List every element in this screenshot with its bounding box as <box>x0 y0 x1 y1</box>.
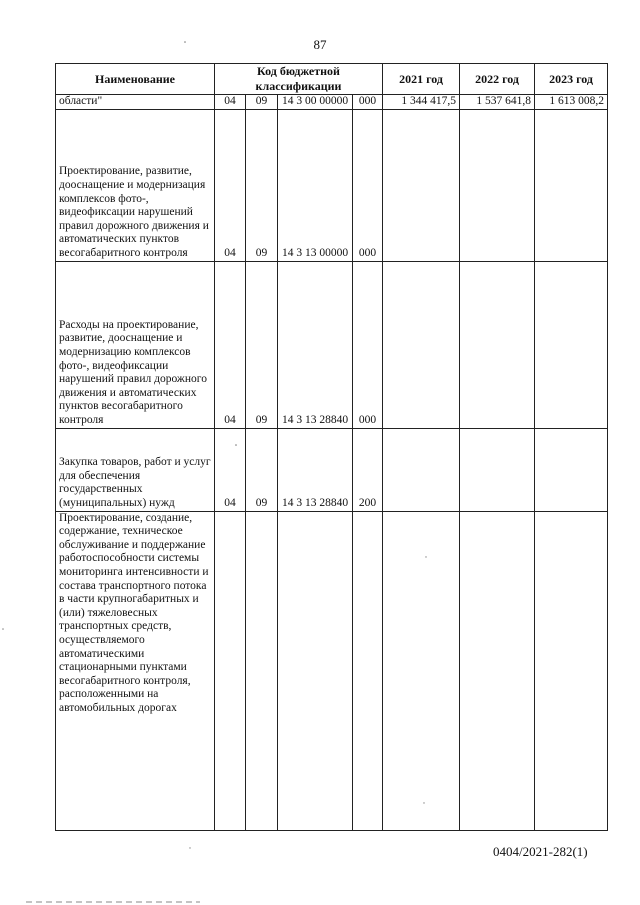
row-name: Расходы на проектирование, развитие, дооснащение и модернизацию комплексов фото-, видеофиксации нарушений правил дорожного движения и автоматических пунктов весогабаритного контроля <box>56 261 215 428</box>
header-code: Код бюджетной классификации <box>215 64 383 95</box>
scan-speck <box>235 444 237 446</box>
scan-speck <box>423 802 424 803</box>
header-2022: 2022 год <box>460 64 535 95</box>
scan-speck <box>2 628 4 630</box>
header-2021: 2021 год <box>383 64 460 95</box>
scan-speck <box>189 847 190 848</box>
row-target: 14 3 13 28840 <box>278 261 353 428</box>
row-name: Проектирование, создание, содержание, техническое обслуживание и поддержание работоспособности системы мониторинга интенсивности и состава транспортного потока в части крупногабаритных и (или) тяжеловесных транспортных средств, осуществляемого автоматическими стационарными пунктами весогабаритного контроля, расположенными на автомобильных дорогах <box>56 511 215 830</box>
row-name: Закупка товаров, работ и услуг для обеспечения государственных (муниципальных) нужд <box>56 428 215 511</box>
row-section: 04 <box>215 261 246 428</box>
row-name: области" <box>56 95 215 110</box>
document-code: 0404/2021-282(1) <box>493 844 588 859</box>
row-2023: 1 613 008,2 <box>535 95 608 110</box>
header-2023: 2023 год <box>535 64 608 95</box>
scan-speck <box>184 41 186 43</box>
header-name: Наименование <box>56 64 215 95</box>
row-target: 14 3 13 00000 <box>278 109 353 261</box>
row-subsection: 09 <box>246 109 278 261</box>
row-subsection: 09 <box>246 261 278 428</box>
row-section: 04 <box>215 109 246 261</box>
row-kind: 000 <box>353 109 383 261</box>
row-kind: 000 <box>353 261 383 428</box>
row-section: 04 <box>215 95 246 110</box>
row-target: 14 3 00 00000 <box>278 95 353 110</box>
page-number: 87 <box>313 37 327 52</box>
row-target: 14 3 13 28840 <box>278 428 353 511</box>
row-subsection: 09 <box>246 428 278 511</box>
row-2021: 1 344 417,5 <box>383 95 460 110</box>
row-2022: 1 537 641,8 <box>460 95 535 110</box>
row-name: Проектирование, развитие, дооснащение и модернизация комплексов фото-, видеофиксации нарушений правил дорожного движения и автоматических пунктов весогабаритного контроля <box>56 109 215 261</box>
scan-speck <box>425 556 426 557</box>
row-subsection: 09 <box>246 95 278 110</box>
row-section: 04 <box>215 428 246 511</box>
row-kind: 000 <box>353 95 383 110</box>
row-kind: 200 <box>353 428 383 511</box>
